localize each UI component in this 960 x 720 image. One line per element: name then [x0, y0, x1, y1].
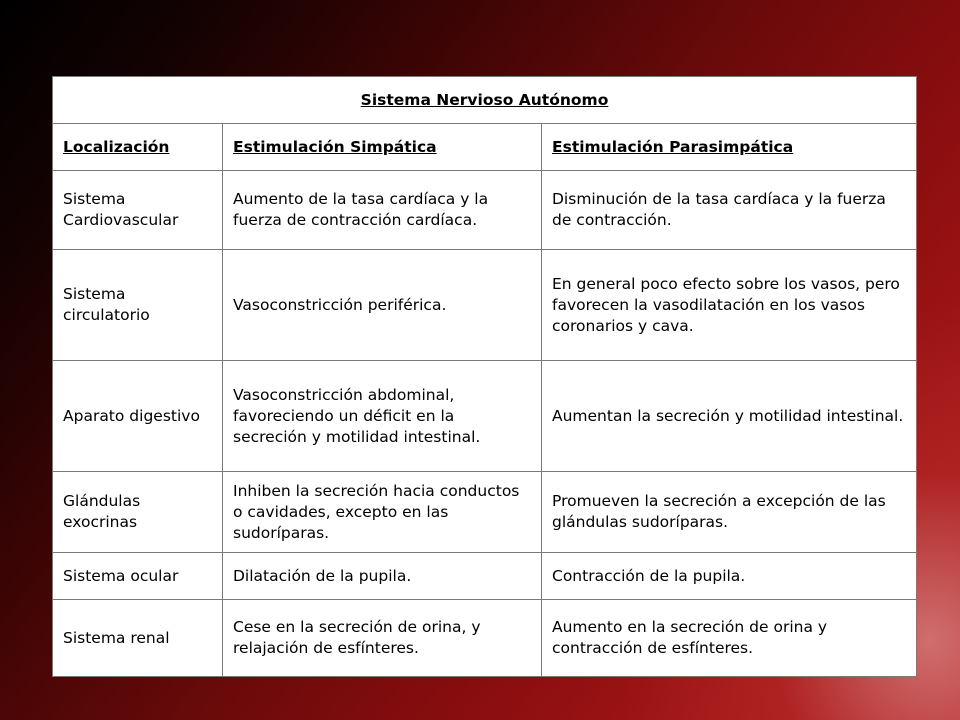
autonomic-nervous-system-table — [52, 76, 917, 677]
row-parasympathetic-cell: Promueven la secreción a excepción de las glándulas sudoríparas. — [542, 472, 917, 553]
row-parasympathetic-cell: Contracción de la pupila. — [542, 553, 917, 600]
table-header-row — [53, 124, 917, 171]
header-estimulacion-simpatica: Estimulación Simpática — [223, 124, 542, 171]
row-sympathetic-cell: Vasoconstricción periférica. — [223, 250, 542, 361]
row-sympathetic-cell: Vasoconstricción abdominal, favoreciendo un déficit en la secreción y motilidad intestinal. — [223, 361, 542, 472]
table-row — [53, 250, 917, 361]
row-sympathetic-cell: Dilatación de la pupila. — [223, 553, 542, 600]
row-location-cell: Sistema renal — [53, 600, 223, 677]
row-sympathetic-cell: Aumento de la tasa cardíaca y la fuerza de contracción cardíaca. — [223, 171, 542, 250]
table-row — [53, 361, 917, 472]
row-parasympathetic-cell: En general poco efecto sobre los vasos, pero favorecen la vasodilatación en los vasos coronarios y cava. — [542, 250, 917, 361]
row-location-cell: Sistema Cardiovascular — [53, 171, 223, 250]
row-parasympathetic-cell: Aumentan la secreción y motilidad intestinal. — [542, 361, 917, 472]
row-parasympathetic-cell: Aumento en la secreción de orina y contracción de esfínteres. — [542, 600, 917, 677]
table-row — [53, 472, 917, 553]
header-estimulacion-parasimpatica: Estimulación Parasimpática — [542, 124, 917, 171]
row-sympathetic-cell: Inhiben la secreción hacia conductos o cavidades, excepto en las sudoríparas. — [223, 472, 542, 553]
row-location-cell: Sistema ocular — [53, 553, 223, 600]
row-location-cell: Sistema circulatorio — [53, 250, 223, 361]
header-localizacion: Localización — [53, 124, 223, 171]
row-location-cell: Aparato digestivo — [53, 361, 223, 472]
table-title: Sistema Nervioso Autónomo — [53, 77, 917, 124]
table-row — [53, 171, 917, 250]
table-row — [53, 553, 917, 600]
table-title-row — [53, 77, 917, 124]
table-row — [53, 600, 917, 677]
row-parasympathetic-cell: Disminución de la tasa cardíaca y la fuerza de contracción. — [542, 171, 917, 250]
row-location-cell: Glándulas exocrinas — [53, 472, 223, 553]
row-sympathetic-cell: Cese en la secreción de orina, y relajación de esfínteres. — [223, 600, 542, 677]
